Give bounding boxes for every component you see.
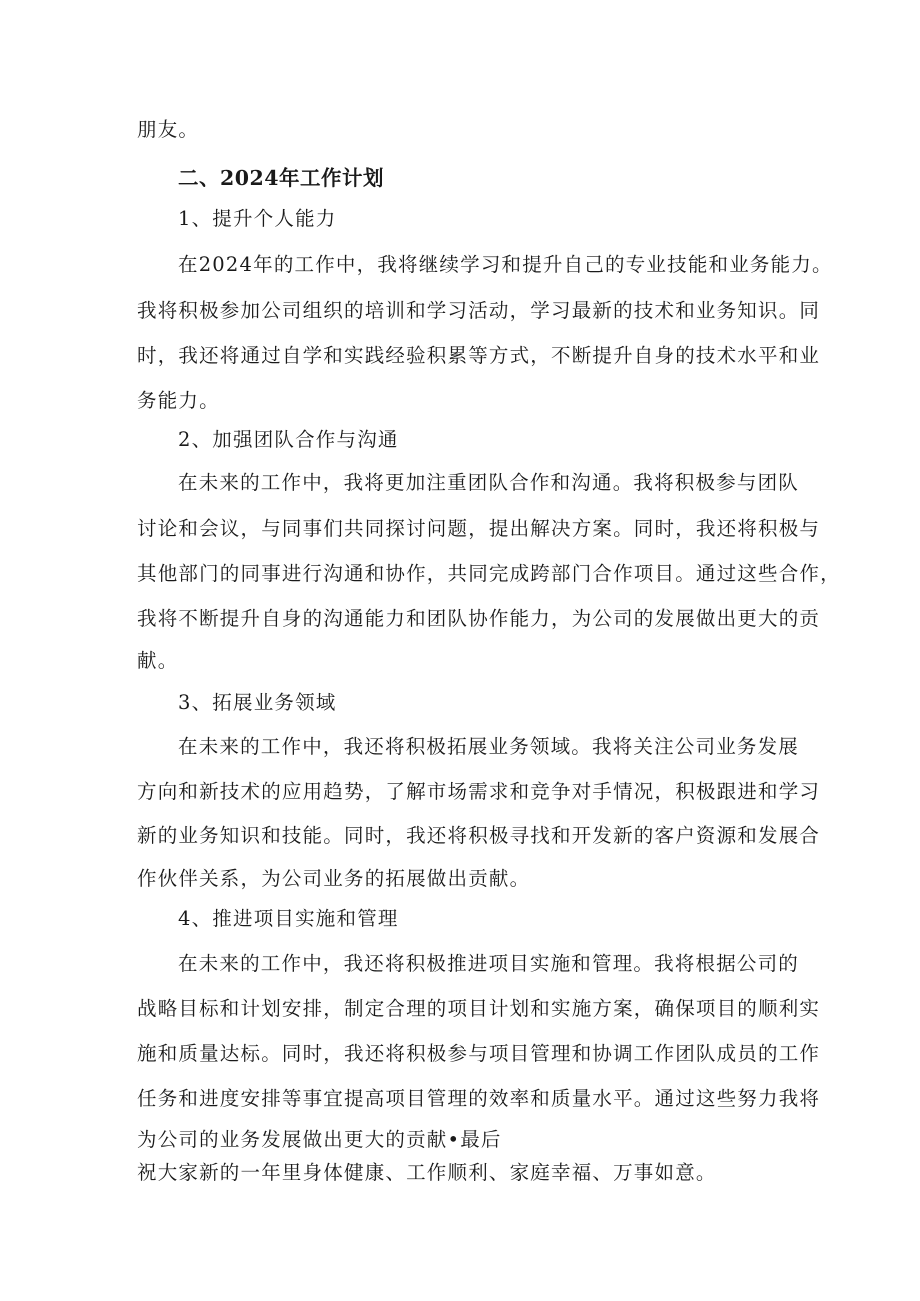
paragraph-line: 其他部门的同事进行沟通和协作，共同完成跨部门合作项目。通过这些合作，: [137, 562, 841, 585]
paragraph-line: 任务和进度安排等事宜提高项目管理的效率和质量水平。通过这些努力我将: [137, 1087, 821, 1110]
paragraph-line: 时，我还将通过自学和实践经验积累等方式，不断提升自身的技术水平和业: [137, 344, 821, 367]
paragraph-line: 我将积极参加公司组织的培训和学习活动，学习最新的技术和业务知识。同: [137, 299, 821, 322]
paragraph-line: 我将不断提升自身的沟通能力和团队协作能力，为公司的发展做出更大的贡: [137, 607, 821, 630]
paragraph-line: 战略目标和计划安排，制定合理的项目计划和实施方案，确保项目的顺利实: [137, 997, 821, 1020]
paragraph-line: 在2024年的工作中，我将继续学习和提升自己的专业技能和业务能力。: [178, 253, 833, 276]
paragraph-line: 方向和新技术的应用趋势，了解市场需求和竞争对手情况，积极跟进和学习: [137, 780, 821, 803]
paragraph-line: 在未来的工作中，我还将积极推进项目实施和管理。我将根据公司的: [178, 952, 800, 975]
subsection-heading: 4、推进项目实施和管理: [178, 907, 399, 930]
paragraph-line: 务能力。: [137, 389, 220, 412]
paragraph-line: 在未来的工作中，我将更加注重团队合作和沟通。我将积极参与团队: [178, 471, 800, 494]
paragraph-line: 新的业务知识和技能。同时，我还将积极寻找和开发新的客户资源和发展合: [137, 824, 821, 847]
subsection-heading: 1、提升个人能力: [178, 207, 337, 230]
section-heading: 二、2024年工作计划: [178, 166, 385, 190]
subsection-heading: 2、加强团队合作与沟通: [178, 428, 399, 451]
paragraph-line: 为公司的业务发展做出更大的贡献•最后: [137, 1128, 502, 1151]
subsection-heading: 3、拓展业务领域: [178, 691, 337, 714]
paragraph-line: 献。: [137, 649, 179, 672]
paragraph-line: 作伙伴关系，为公司业务的拓展做出贡献。: [137, 867, 531, 890]
paragraph-line: 祝大家新的一年里身体健康、工作顺利、家庭幸福、万事如意。: [137, 1161, 717, 1184]
paragraph-line: 朋友。: [137, 118, 200, 141]
paragraph-line: 施和质量达标。同时，我还将积极参与项目管理和协调工作团队成员的工作: [137, 1042, 821, 1065]
paragraph-line: 在未来的工作中，我还将积极拓展业务领域。我将关注公司业务发展: [178, 735, 800, 758]
paragraph-line: 讨论和会议，与同事们共同探讨问题，提出解决方案。同时，我还将积极与: [137, 517, 821, 540]
